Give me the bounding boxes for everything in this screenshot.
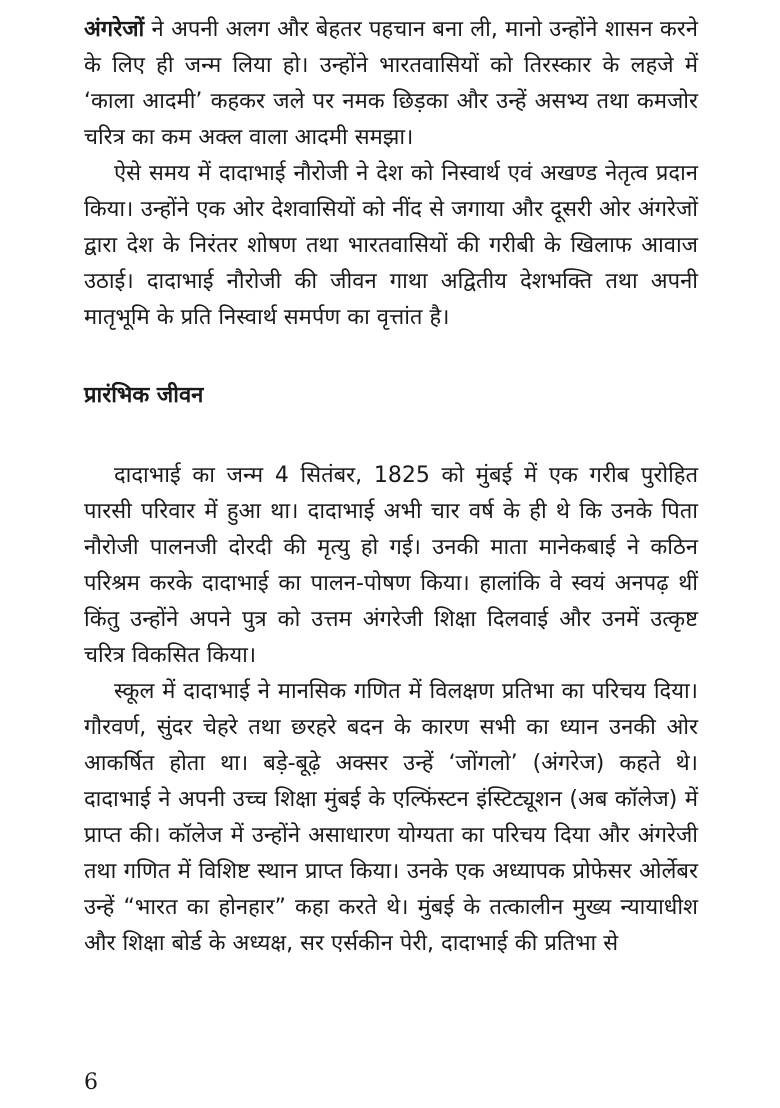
intro-paragraph-1-text: ने अपनी अलग और बेहतर पहचान बना ली, मानो उन्होंने शासन करने के लिए ही जन्म लिया हो। उन्होंने भारतवासियों को तिरस्कार के लहजे में ‘काला आदमी’ कहकर जले पर नमक छिड़का और उन्हें असभ्य तथा कमजोर चरित्र का कम अक्ल वाला आदमी समझा। — [84, 17, 698, 150]
intro-paragraph-2: ऐसे समय में दादाभाई नौरोजी ने देश को निस्वार्थ एवं अखण्ड नेतृत्व प्रदान किया। उन्होंने एक ओर देशवासियों को नींद से जगाया और दूसरी ओर अंगरेजों द्वारा देश के निरंतर शोषण तथा भारतवासियों की गरीबी के खिलाफ आवाज उठाई। दादाभाई नौरोजी की जीवन गाथा अद्वितीय देशभक्ति तथा अपनी मातृभूमि के प्रति निस्वार्थ समर्पण का वृत्तांत है। — [84, 161, 698, 330]
page-number: 6 — [84, 1070, 98, 1095]
page-body — [84, 12, 698, 962]
intro-bold-lead: अंगरेजों — [84, 17, 145, 42]
section-paragraph-1: दादाभाई का जन्म 4 सितंबर, 1825 को मुंबई में एक गरीब पुरोहित पारसी परिवार में हुआ था। दादाभाई अभी चार वर्ष के ही थे कि उनके पिता नौरोजी पालनजी दोरदी की मृत्यु हो गई। उनकी माता मानेकबाई ने कठिन परिश्रम करके दादाभाई का पालन-पोषण किया। हालांकि वे स्वयं अनपढ़ थीं किंतु उन्होंने अपने पुत्र को उत्तम अंगरेजी शिक्षा दिलवाई और उनमें उत्कृष्ट चरित्र विकसित किया। — [84, 463, 698, 668]
section-paragraph-2: स्कूल में दादाभाई ने मानसिक गणित में विलक्षण प्रतिभा का परिचय दिया। गौरवर्ण, सुंदर चेहरे तथा छरहरे बदन के कारण सभी का ध्यान उनकी ओर आकर्षित होता था। बड़े-बूढ़े अक्सर उन्हें ‘जोंगलो’ (अंगरेज) कहते थे। दादाभाई ने अपनी उच्च शिक्षा मुंबई के एल्फिंस्टन इंस्टिट्यूशन (अब कॉलेज) में प्राप्त की। कॉलेज में उन्होंने असाधारण योग्यता का परिचय दिया और अंगरेजी तथा गणित में विशिष्ट स्थान प्राप्त किया। उनके एक अध्यापक प्रोफेसर ओर्लेबर उन्हें “भारत का होनहार” कहा करते थे। मुंबई के तत्कालीन मुख्य न्यायाधीश और शिक्षा बोर्ड के अध्यक्ष, सर एर्सकीन पेरी, दादाभाई की प्रतिभा से — [84, 679, 698, 956]
section-heading: प्रारंभिक जीवन — [84, 383, 204, 408]
intro-paragraph-1 — [84, 12, 698, 156]
